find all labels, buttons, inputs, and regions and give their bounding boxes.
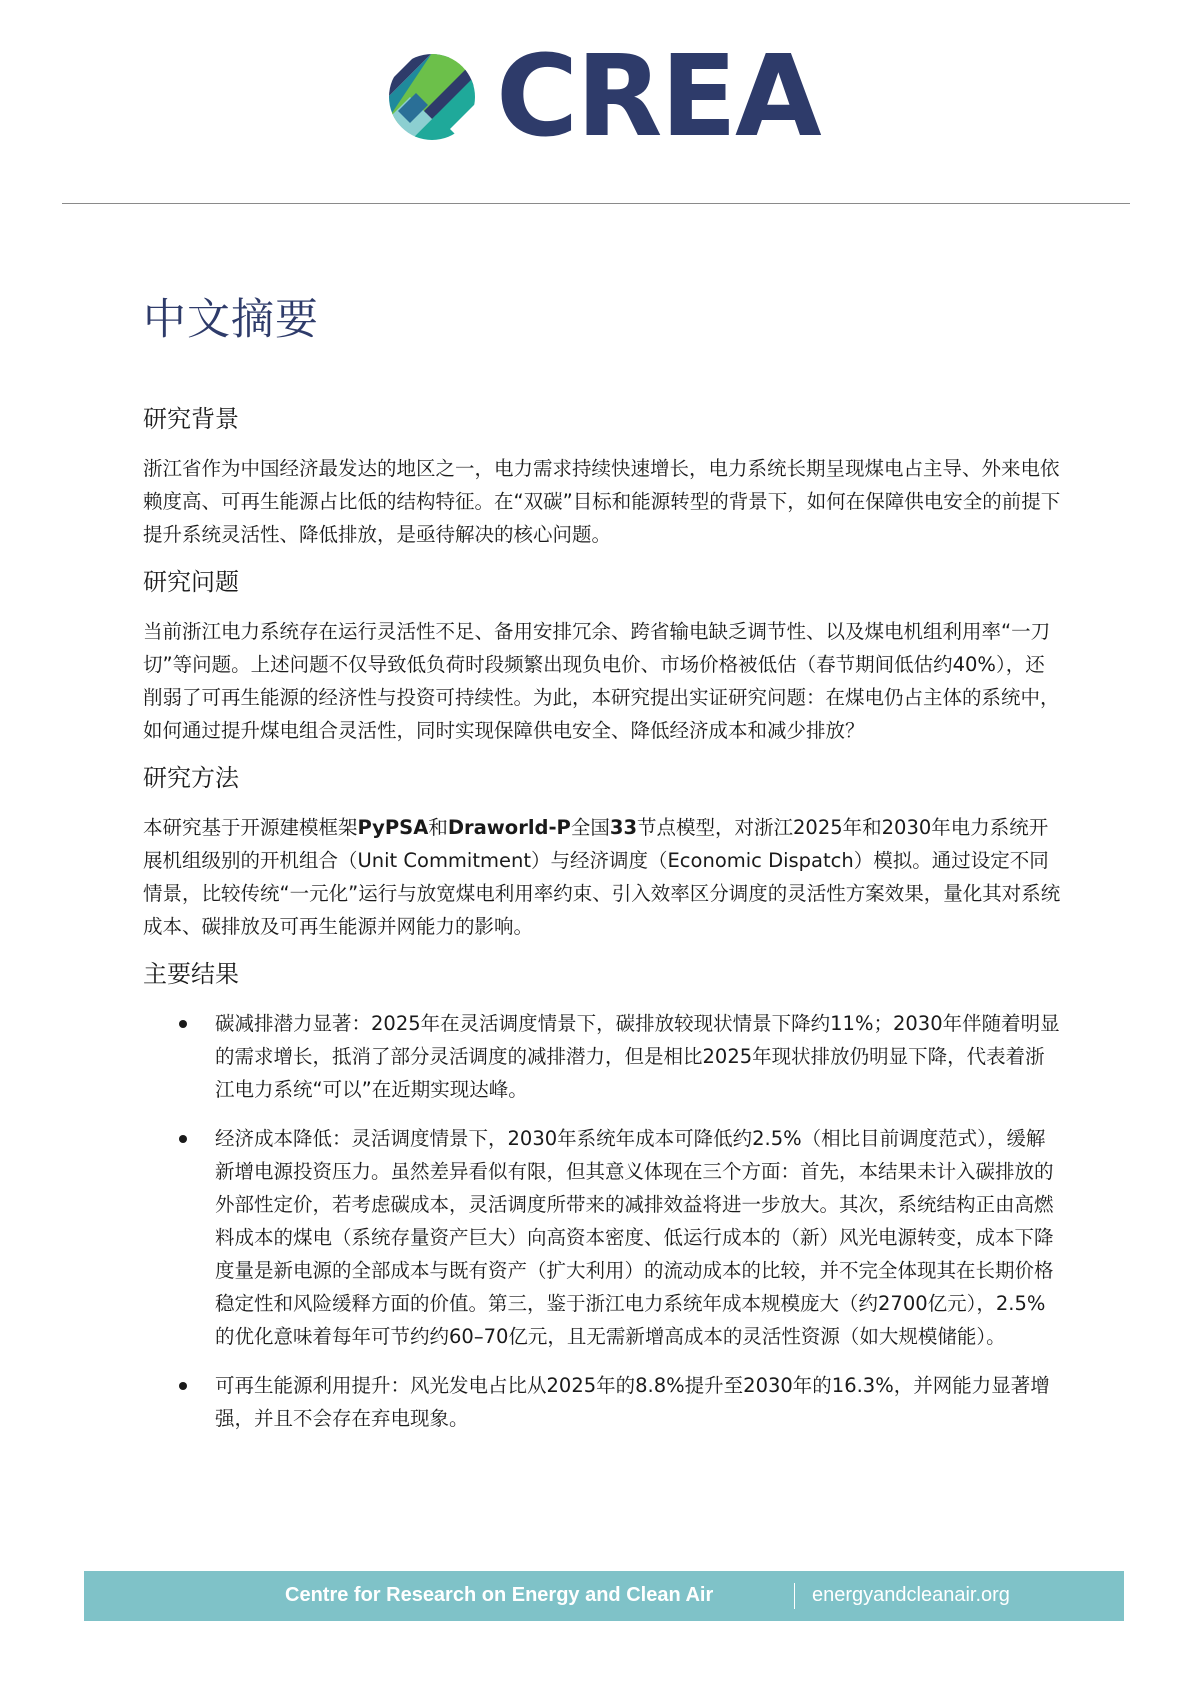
bullet-icon: [179, 1020, 187, 1028]
section-heading-results: 主要结果: [143, 960, 239, 988]
draworld-term: Draworld-P: [447, 816, 571, 839]
section-heading-questions: 研究问题: [143, 568, 239, 596]
footer-org-name: Centre for Research on Energy and Clean Air: [285, 1584, 714, 1606]
footer-separator: [794, 1583, 795, 1609]
list-item: 可再生能源利用提升：风光发电占比从2025年的8.8%提升至2030年的16.3%，并网能力显著增强，并且不会存在弃电现象。: [143, 1369, 1063, 1435]
footer-website-link[interactable]: energyandcleanair.org: [812, 1584, 1010, 1606]
page-number: 3: [1140, 1583, 1153, 1608]
crea-logo: [388, 32, 820, 162]
section-paragraph-questions: 当前浙江电力系统存在运行灵活性不足、备用安排冗余、跨省输电缺乏调节性、以及煤电机组利用率“一刀切”等问题。上述问题不仅导致低负荷时段频繁出现负电价、市场价格被低估（春节期间低估约40%），还削弱了可再生能源的经济性与投资可持续性。为此，本研究提出实证研究问题：在煤电仍占主体的系统中，如何通过提升煤电组合灵活性，同时实现保障供电安全、降低经济成本和减少排放？: [143, 620, 1060, 742]
node-count: 33: [609, 816, 638, 839]
header-divider: [62, 203, 1130, 204]
bullet-icon: [179, 1135, 187, 1143]
section-paragraph-methods: 本研究基于开源建模框架PyPSA和Draworld-P全国33节点模型，对浙江2025年和2030年电力系统开展机组级别的开机组合（Unit Commitment）与经济调度（Economic Dispatch）模拟。通过设定不同情景，比较传统“一元化”运行与放宽煤电利用率约束、引入效率区分调度的灵活性方案效果，量化其对系统成本、碳排放及可再生能源并网能力的影响。: [143, 816, 1061, 938]
section-paragraph-background: 浙江省作为中国经济最发达的地区之一，电力需求持续快速增长，电力系统长期呈现煤电占主导、外来电依赖度高、可再生能源占比低的结构特征。在“双碳”目标和能源转型的背景下，如何在保障供电安全的前提下提升系统灵活性、降低排放，是亟待解决的核心问题。: [143, 457, 1061, 546]
crea-logo-icon: [388, 53, 476, 141]
page-footer: [84, 1571, 1153, 1621]
list-item: 经济成本降低：灵活调度情景下，2030年系统年成本可降低约2.5%（相比目前调度范式），缓解新增电源投资压力。虽然差异看似有限，但其意义体现在三个方面：首先，本结果未计入碳排放的外部性定价，若考虑碳成本，灵活调度所带来的减排效益将进一步放大。其次，系统结构正由高燃料成本的煤电（系统存量资产巨大）向高资本密度、低运行成本的（新）风光电源转变，成本下降度量是新电源的全部成本与既有资产（扩大利用）的流动成本的比较，并不完全体现其在长期价格稳定性和风险缓释方面的价值。第三，鉴于浙江电力系统年成本规模庞大（约2700亿元），2.5%的优化意味着每年可节约约60–70亿元，且无需新增高成本的灵活性资源（如大规模储能）。: [143, 1122, 1063, 1353]
main-content: [143, 290, 1063, 1451]
pypsa-term: PyPSA: [357, 816, 429, 839]
list-item: 碳减排潜力显著：2025年在灵活调度情景下，碳排放较现状情景下降约11%；2030年伴随着明显的需求增长，抵消了部分灵活调度的减排潜力，但是相比2025年现状排放仍明显下降，代表着浙江电力系统“可以”在近期实现达峰。: [143, 1007, 1063, 1106]
section-heading-background: 研究背景: [143, 405, 239, 433]
logo-wordmark: CREA: [496, 32, 820, 162]
page-title: 中文摘要: [143, 295, 319, 345]
results-list: [143, 1007, 1063, 1435]
bullet-icon: [179, 1382, 187, 1390]
section-heading-methods: 研究方法: [143, 764, 239, 792]
